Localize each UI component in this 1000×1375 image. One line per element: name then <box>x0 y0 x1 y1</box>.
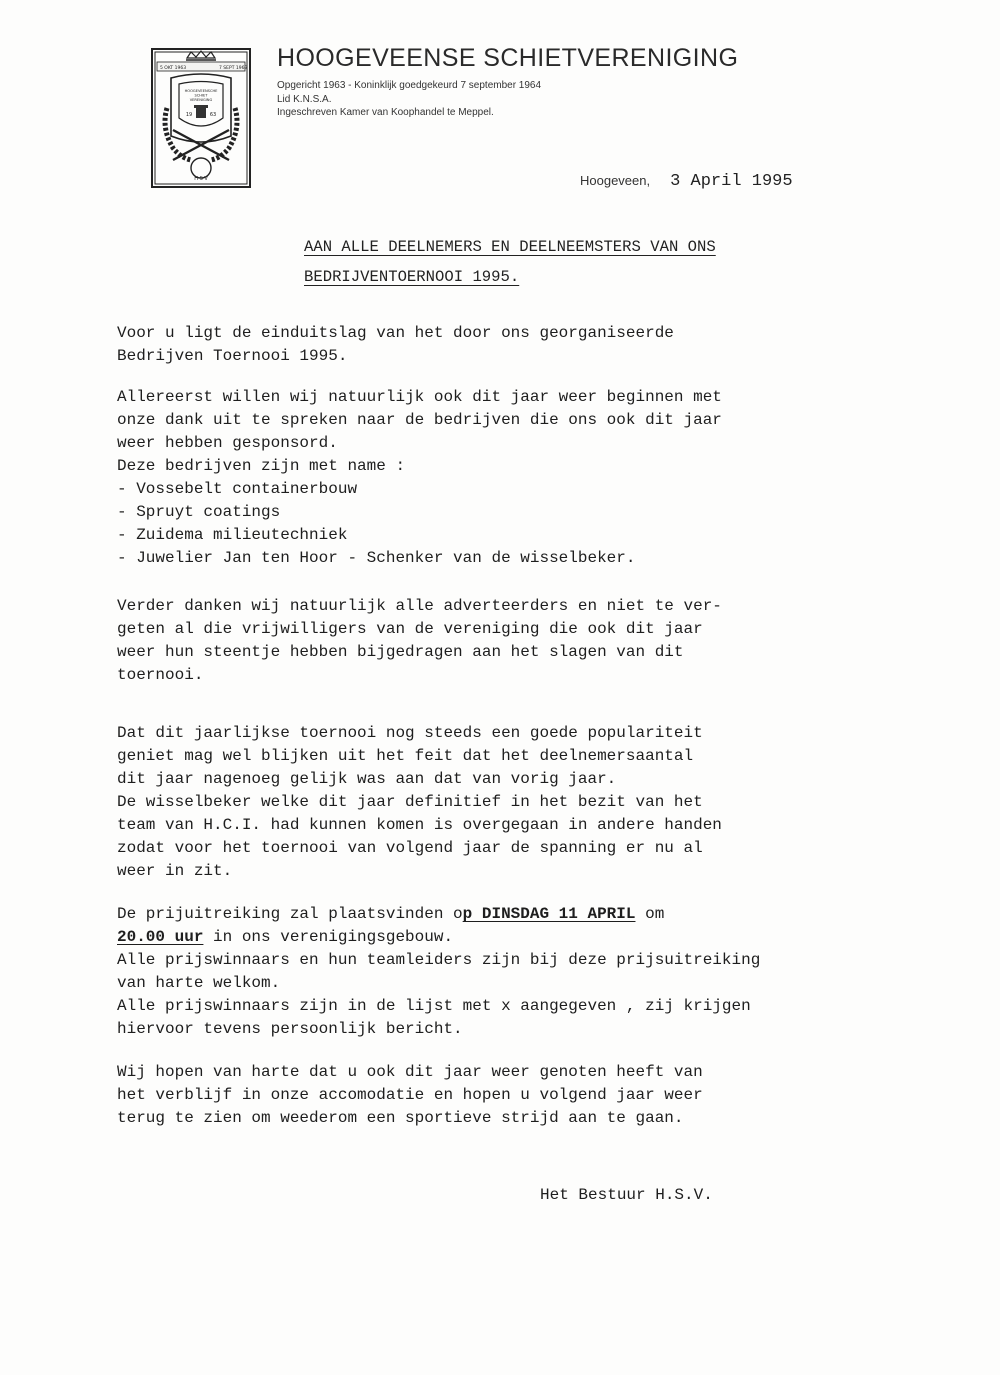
text-line: weer in zit. <box>117 862 233 880</box>
signature: Het Bestuur H.S.V. <box>540 1186 713 1204</box>
closing-paragraph <box>117 1061 917 1130</box>
svg-text:63: 63 <box>209 112 217 118</box>
text-line: Dat dit jaarlijkse toernooi nog steeds een goede populariteit <box>117 724 703 742</box>
ceremony-date: p DINSDAG 11 APRIL <box>462 905 636 923</box>
text-line: team van H.C.I. had kunnen komen is overgegaan in andere handen <box>117 816 722 834</box>
intro-paragraph <box>117 322 917 368</box>
text-line: terug te zien om weederom een sportieve strijd aan te gaan. <box>117 1109 684 1127</box>
svg-text:VERENIGING: VERENIGING <box>189 98 213 102</box>
sponsor-item: - Spruyt coatings <box>117 503 281 521</box>
ceremony-text: in ons verenigingsgebouw. <box>203 928 454 946</box>
letter-subject <box>304 232 716 292</box>
organization-name: HOOGEVEENSE SCHIETVERENIGING <box>277 44 739 72</box>
ceremony-paragraph <box>117 903 917 1041</box>
founding-line: Opgericht 1963 - Koninklijk goedgekeurd 7 september 1964 <box>277 80 542 91</box>
text-line: Verder danken wij natuurlijk alle adverteerders en niet te ver- <box>117 597 722 615</box>
ceremony-time: 20.00 uur <box>117 928 204 946</box>
date-value: 3 April 1995 <box>670 172 793 191</box>
volunteers-paragraph <box>117 595 917 687</box>
sponsor-item: - Juwelier Jan ten Hoor - Schenker van de wisselbeker. <box>117 549 636 567</box>
text-line: geniet mag wel blijken uit het feit dat het deelnemersaantal <box>117 747 694 765</box>
svg-text:SCHIET: SCHIET <box>194 93 208 98</box>
registration-line: Ingeschreven Kamer van Koophandel te Meppel. <box>277 107 494 118</box>
text-line <box>117 926 917 949</box>
text-line: Deze bedrijven zijn met name : <box>117 457 406 475</box>
text-line: weer hebben gesponsord. <box>117 434 338 452</box>
text-line: zodat voor het toernooi van volgend jaar de spanning er nu al <box>117 839 703 857</box>
text-line: De wisselbeker welke dit jaar definitief in het bezit van het <box>117 793 703 811</box>
svg-text:19: 19 <box>185 112 193 118</box>
text-line <box>117 903 917 926</box>
svg-text:7 SEPT 1963: 7 SEPT 1963 <box>219 66 248 71</box>
svg-text:5 OKT 1963: 5 OKT 1963 <box>160 66 187 71</box>
ceremony-text: De prijuitreiking zal plaatsvinden o <box>117 905 463 923</box>
text-line: Bedrijven Toernooi 1995. <box>117 347 348 365</box>
subject-line-1: AAN ALLE DEELNEMERS EN DEELNEEMSTERS VAN ONS <box>304 238 716 256</box>
text-line: geten al die vrijwilligers van de vereniging die ook dit jaar <box>117 620 703 638</box>
text-line: het verblijf in onze accomodatie en hopen u volgend jaar weer <box>117 1086 703 1104</box>
thanks-paragraph <box>117 386 917 570</box>
text-line: Alle prijswinnaars zijn in de lijst met x aangegeven , zij krijgen <box>117 997 751 1015</box>
letter-date <box>580 172 793 191</box>
text-line: weer hun steentje hebben bijgedragen aan het slagen van dit <box>117 643 684 661</box>
club-logo <box>151 48 251 188</box>
membership-line: Lid K.N.S.A. <box>277 93 332 105</box>
text-line: toernooi. <box>117 666 204 684</box>
ceremony-text: om <box>635 905 665 923</box>
text-line: van harte welkom. <box>117 974 281 992</box>
sponsor-item: - Vossebelt containerbouw <box>117 480 358 498</box>
svg-text:H S V: H S V <box>194 176 208 182</box>
text-line: Alle prijswinnaars en hun teamleiders zijn bij deze prijsuitreiking <box>117 951 761 969</box>
subject-line-2: BEDRIJVENTOERNOOI 1995. <box>304 268 520 286</box>
date-place: Hoogeveen, <box>580 173 651 188</box>
text-line: onze dank uit te spreken naar de bedrijven die ons ook dit jaar <box>117 411 722 429</box>
text-line: Allereerst willen wij natuurlijk ook dit jaar weer beginnen met <box>117 388 722 406</box>
text-line: Wij hopen van harte dat u ook dit jaar weer genoten heeft van <box>117 1063 703 1081</box>
text-line: Voor u ligt de einduitslag van het door ons georganiseerde <box>117 324 674 342</box>
organization-details <box>277 79 541 120</box>
text-line: hiervoor tevens persoonlijk bericht. <box>117 1020 463 1038</box>
sponsor-item: - Zuidema milieutechniek <box>117 526 348 544</box>
svg-text:HOOGEVEENSCHE: HOOGEVEENSCHE <box>184 89 218 93</box>
popularity-paragraph <box>117 722 917 883</box>
text-line: dit jaar nagenoeg gelijk was aan dat van vorig jaar. <box>117 770 617 788</box>
